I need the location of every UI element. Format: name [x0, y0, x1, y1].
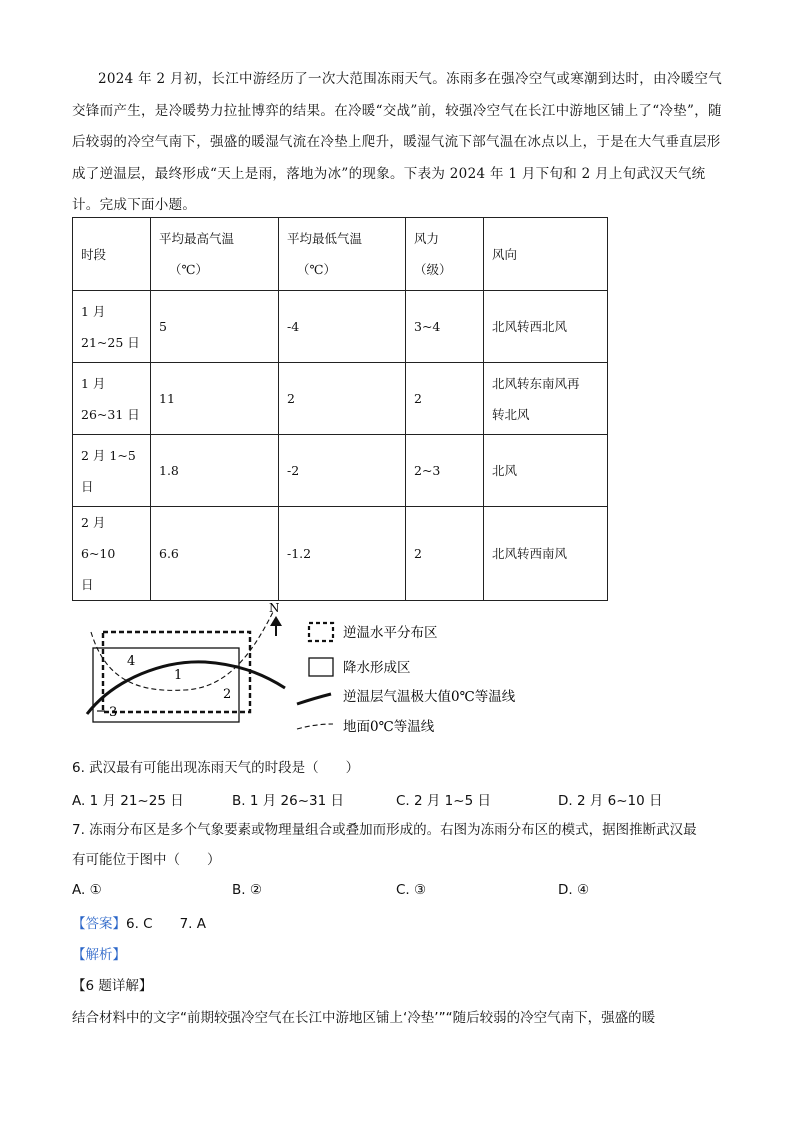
header-max-temp: 平均最高气温 （℃） [151, 218, 279, 291]
question-6-stem: 6. 武汉最有可能出现冻雨天气的时段是（ ） [72, 760, 360, 776]
legend-inversion-area-icon [309, 623, 333, 641]
analysis-label: 【解析】 [72, 947, 126, 963]
legend-ground-isotherm-icon [297, 724, 333, 729]
intro-text: 2024 年 2 月初，长江中游经历了一次大范围冻雨天气。冻雨多在强冷空气或寒潮到达时，由冷暖空气交锋而产生，是冷暖势力拉扯博弈的结果。在冷暖“交战”前，较强冷空气在长江中游地区铺上了“冷垫”，随后较弱的冷空气南下，强盛的暖湿气流在冷垫上爬升，暖湿气流下部气温在冰点以上，于是在大气垂直层形成了逆温层，最终形成“天上是雨，落地为冰”的现象。下表为 2024 年 1 月下旬和 2 月上旬武汉天气统计。完成下面小题。 [72, 71, 723, 213]
question-7-stem-line1: 7. 冻雨分布区是多个气象要素或物理量组合或叠加而形成的。右图为冻雨分布区的模式，据图推断武汉最 [72, 822, 697, 838]
header-wind-direction: 风向 [484, 218, 608, 291]
cell-min: -1.2 [279, 507, 406, 601]
weather-table [72, 217, 608, 601]
cell-force: 3~4 [406, 291, 484, 363]
q6-option-a[interactable]: A. 1 月 21~25 日 [72, 793, 184, 809]
legend-inversion-area-label: 逆温水平分布区 [343, 625, 438, 641]
north-label: N [269, 601, 280, 615]
legend-precip-area-label: 降水形成区 [343, 660, 411, 676]
cell-direction: 北风 [484, 435, 608, 507]
detail-label: 【6 题详解】 [72, 978, 153, 994]
cell-min: 2 [279, 363, 406, 435]
table-row [73, 363, 608, 435]
q7-option-d[interactable]: D. ④ [558, 882, 590, 898]
cell-direction: 北风转西南风 [484, 507, 608, 601]
q7-option-c[interactable]: C. ③ [396, 882, 427, 898]
header-wind-force: 风力 （级） [406, 218, 484, 291]
answer-label: 【答案】 [72, 916, 126, 932]
cell-period: 2 月 1~5 日 [73, 435, 151, 507]
answer-line [72, 914, 206, 934]
cell-force: 2 [406, 507, 484, 601]
legend-precip-area-icon [309, 658, 333, 676]
cell-period: 2 月 6~10 日 [73, 507, 151, 601]
header-min-temp: 平均最低气温 （℃） [279, 218, 406, 291]
q6-option-d[interactable]: D. 2 月 6~10 日 [558, 793, 663, 809]
legend-inversion-isotherm-label: 逆温层气温极大值0℃等温线 [343, 689, 516, 705]
table-row [73, 291, 608, 363]
zone-label-3: 3 [109, 705, 118, 720]
question-7-stem-line2: 有可能位于图中（ ） [72, 852, 221, 868]
answer-value: 6. C 7. A [126, 916, 207, 932]
q7-option-a[interactable]: A. ① [72, 882, 102, 898]
cell-max: 5 [151, 291, 279, 363]
q6-option-b[interactable]: B. 1 月 26~31 日 [232, 793, 344, 809]
header-period: 时段 [73, 218, 151, 291]
table-row [73, 507, 608, 601]
zone-label-2: 2 [223, 687, 232, 702]
cell-max: 1.8 [151, 435, 279, 507]
cell-min: -2 [279, 435, 406, 507]
cell-max: 11 [151, 363, 279, 435]
cell-direction: 北风转西北风 [484, 291, 608, 363]
q7-option-b[interactable]: B. ② [232, 882, 262, 898]
cell-max: 6.6 [151, 507, 279, 601]
cell-direction: 北风转东南风再 转北风 [484, 363, 608, 435]
intro-paragraph [72, 64, 724, 222]
table-header-row [73, 218, 608, 291]
north-arrow-icon [270, 616, 282, 636]
detail-text: 结合材料中的文字“前期较强冷空气在长江中游地区铺上‘冷垫’”“随后较弱的冷空气南下，强盛的暖 [72, 1010, 656, 1026]
cell-period: 1 月 21~25 日 [73, 291, 151, 363]
cell-force: 2~3 [406, 435, 484, 507]
cell-force: 2 [406, 363, 484, 435]
cell-period: 1 月 26~31 日 [73, 363, 151, 435]
table-row [73, 435, 608, 507]
legend-inversion-isotherm-icon [297, 694, 331, 704]
zone-label-1: 1 [174, 668, 183, 683]
zone-label-4: 4 [127, 654, 136, 669]
freezing-rain-diagram [75, 598, 535, 743]
cell-min: -4 [279, 291, 406, 363]
legend-ground-isotherm-label: 地面0℃等温线 [343, 719, 435, 735]
q6-option-c[interactable]: C. 2 月 1~5 日 [396, 793, 491, 809]
